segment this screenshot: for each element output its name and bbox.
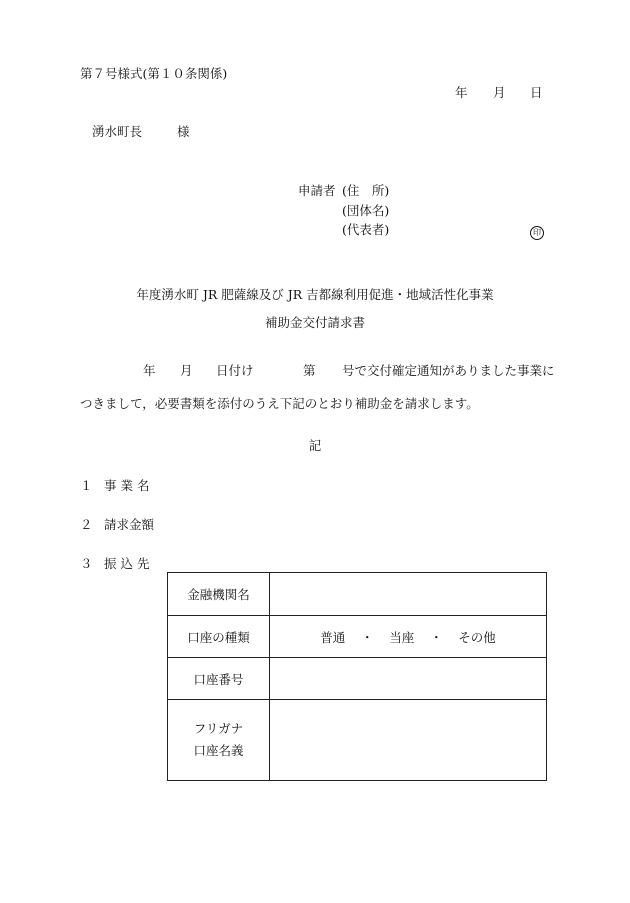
option-separator: ・ (360, 629, 374, 645)
table-row (168, 658, 547, 700)
account-name-field[interactable] (270, 700, 547, 781)
item-number-1: １ (80, 478, 93, 493)
account-name-label-cell (168, 700, 270, 781)
item-number-2: ２ (80, 517, 93, 532)
account-type-option-current[interactable]: 当座 (389, 629, 415, 645)
document-title-line1: 年度湧水町 JR 肥薩線及び JR 吉都線利用促進・地域活性化事業 (136, 287, 494, 302)
furigana-label: フリガナ (193, 721, 244, 736)
body-dated-label: 日付け (216, 363, 254, 378)
applicant-representative-label: (代表者) (342, 222, 390, 237)
applicant-address-label: (住 所) (342, 183, 390, 198)
option-separator: ・ (429, 629, 443, 645)
seal-mark (530, 223, 544, 240)
date-year-label: 年 (455, 85, 468, 100)
addressee-name: 湧水町長 (92, 124, 143, 139)
account-type-options (270, 616, 547, 658)
date-month-label: 月 (493, 85, 506, 100)
account-type-label: 口座の種類 (168, 616, 270, 658)
table-row (168, 616, 547, 658)
applicant-label: 申請者 (298, 183, 336, 198)
seal-icon: 印 (530, 226, 544, 240)
item-label-transfer-destination: 振 込 先 (104, 556, 150, 571)
table-row (168, 700, 547, 781)
item-label-claim-amount: 請求金額 (104, 517, 155, 532)
date-day-label: 日 (530, 85, 543, 100)
form-number: 第７号様式(第１０条関係) (80, 66, 228, 81)
account-type-option-ordinary[interactable]: 普通 (320, 629, 346, 645)
document-title-line2: 補助金交付請求書 (264, 315, 365, 330)
account-number-label: 口座番号 (168, 658, 270, 700)
account-name-label: 口座名義 (193, 743, 244, 758)
bank-name-field[interactable] (270, 573, 547, 616)
bank-account-table (167, 572, 547, 781)
item-label-business-name: 事 業 名 (104, 478, 150, 493)
body-year-label: 年 (143, 363, 156, 378)
applicant-group-label: (団体名) (342, 203, 390, 218)
body-line2: つきまして，必要書類を添付のうえ下記のとおり補助金を請求します。 (80, 396, 479, 411)
bank-name-label: 金融機関名 (168, 573, 270, 616)
table-row (168, 573, 547, 616)
account-number-field[interactable] (270, 658, 547, 700)
ki-heading: 記 (308, 438, 322, 453)
body-number-prefix: 第 (303, 363, 316, 378)
addressee-honorific: 様 (177, 124, 190, 139)
body-line1-rest: 号で交付確定通知がありました事業に (342, 363, 555, 378)
item-number-3: ３ (80, 556, 93, 571)
body-month-label: 月 (180, 363, 193, 378)
account-type-option-other[interactable]: その他 (458, 629, 496, 645)
